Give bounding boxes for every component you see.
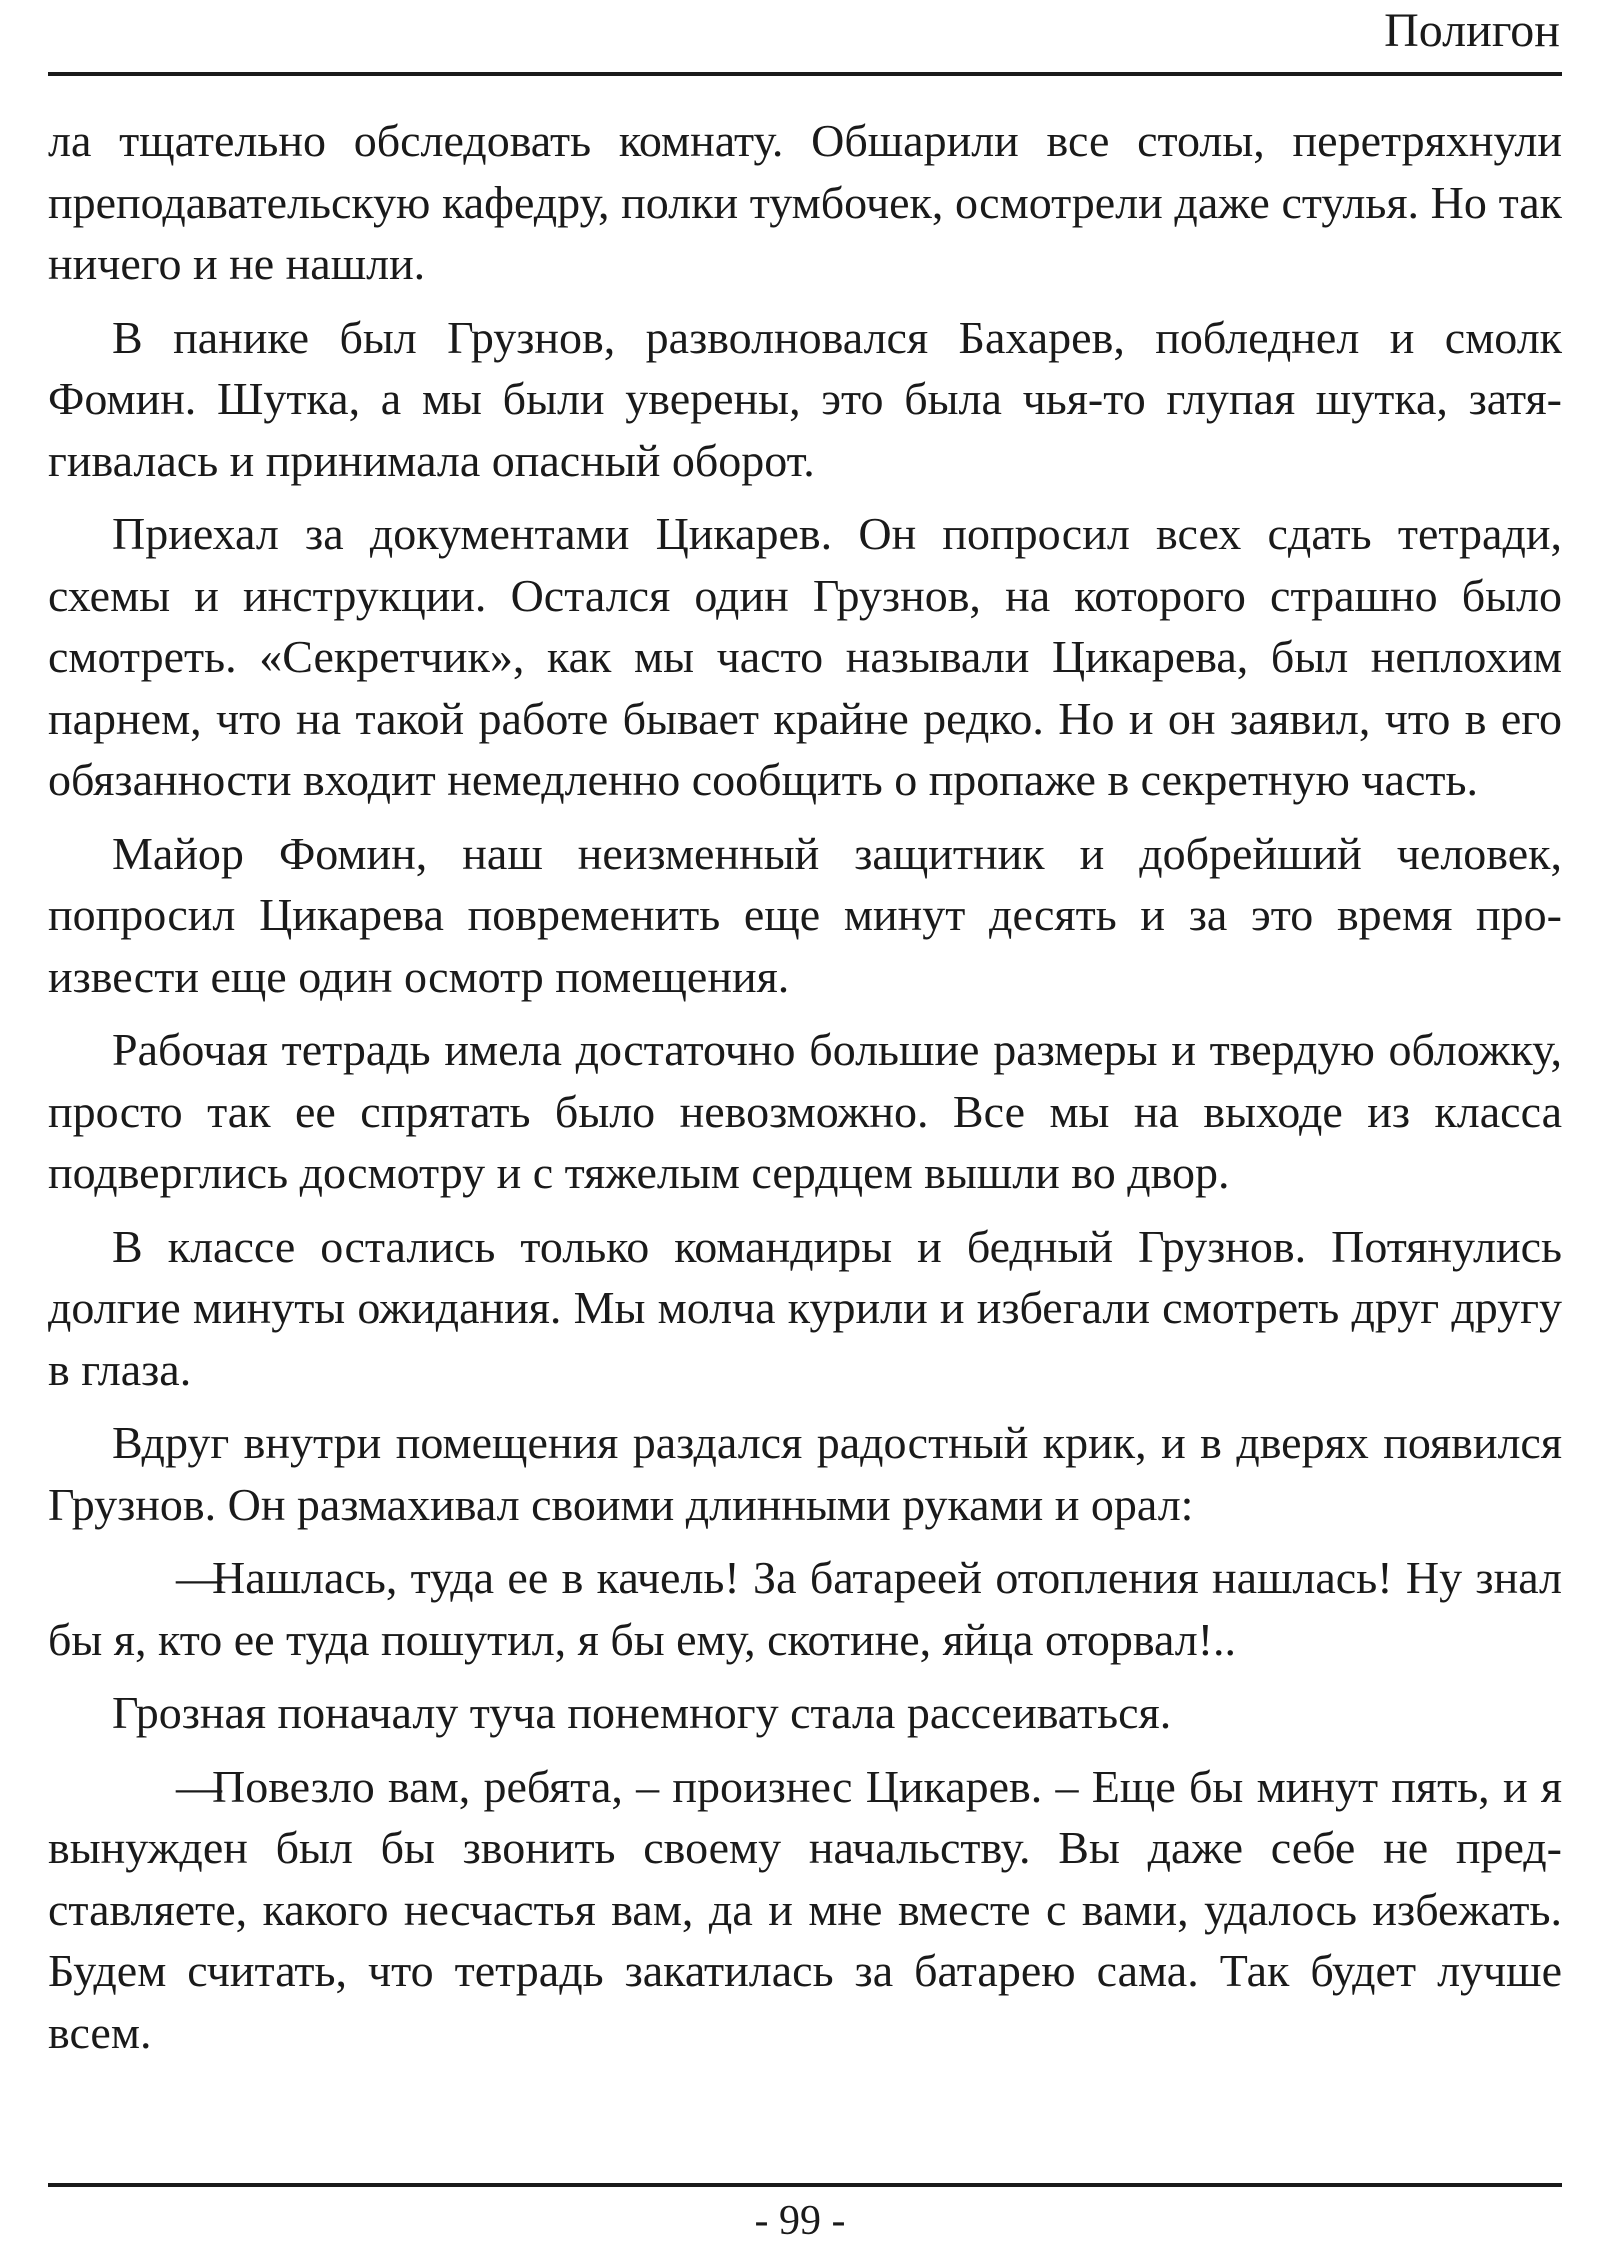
paragraph: Вдруг внутри помещения раздался радостный крик, и в дверях появился Грузнов. Он размахивал своими длинными руками и орал: (48, 1417, 1562, 1530)
dialogue-text: Нашлась, туда ее в качель! За батареей отопления нашлась! Ну знал бы я, кто ее туда пошутил, я бы ему, скотине, яйца оторвал!.. (48, 1552, 1562, 1665)
paragraph: В классе остались только командиры и бедный Грузнов. Потянулись долгие минуты ожидания. Мы молча курили и избегали смотреть друг другу в глаза. (48, 1220, 1562, 1395)
footer-rule (48, 2183, 1562, 2187)
header-rule (48, 72, 1562, 76)
page-body (48, 110, 1562, 2075)
dialogue-dash: — (176, 1760, 222, 1812)
dialogue-line (48, 1756, 1562, 2064)
paragraph: Приехал за документами Цикарев. Он попросил всех сдать тетради, схемы и инструкции. Остался один Грузнов, на которого страшно было смотреть. «Секретчик», как мы часто называли Цикарева, был неплохим парнем, что на такой работе бывает крайне редко. Но и он заявил, что в его обязанности входит немедленно сообщить о пропаже в секретную часть. (48, 508, 1562, 805)
page-number: - 99 - (754, 2198, 846, 2244)
paragraph: В панике был Грузнов, разволновался Бахарев, побледнел и смолк Фомин. Шутка, а мы были уверены, это была чья-то глупая шутка, затягивалась и принимала опасный оборот. (48, 311, 1562, 486)
dialogue-line (48, 1547, 1562, 1670)
paragraph: ла тщательно обследовать комнату. Обшарили все столы, перетряхнули преподавательскую кафедру, полки тумбочек, осмотрели даже стулья. Но так ничего и не нашли. (48, 115, 1562, 289)
paragraph: Грозная поначалу туча понемногу стала рассеиваться. (112, 1687, 1172, 1738)
paragraph: Майор Фомин, наш неизменный защитник и добрейший человек, попросил Цикарева повременить еще минут десять и за это время произвести еще один осмотр помещения. (48, 827, 1562, 1002)
running-title: Полигон (1384, 4, 1560, 57)
paragraph: Рабочая тетрадь имела достаточно большие размеры и твердую обложку, просто так ее спрятать было невозможно. Все мы на выходе из класса подверглись досмотру и с тяжелым сердцем вышли во двор. (48, 1024, 1562, 1198)
dialogue-dash: — (176, 1552, 222, 1603)
dialogue-text: Повезло вам, ребята, – произнес Цикарев. – Еще бы минут пять, и я вынужден был бы звонить своему начальству. Вы даже себе не представляете, какого несчастья вам, да и мне вместе с вами, удалось избежать. Будем считать, что тетрадь закатилась за батарею сама. Так будет лучше всем. (48, 1760, 1562, 2058)
